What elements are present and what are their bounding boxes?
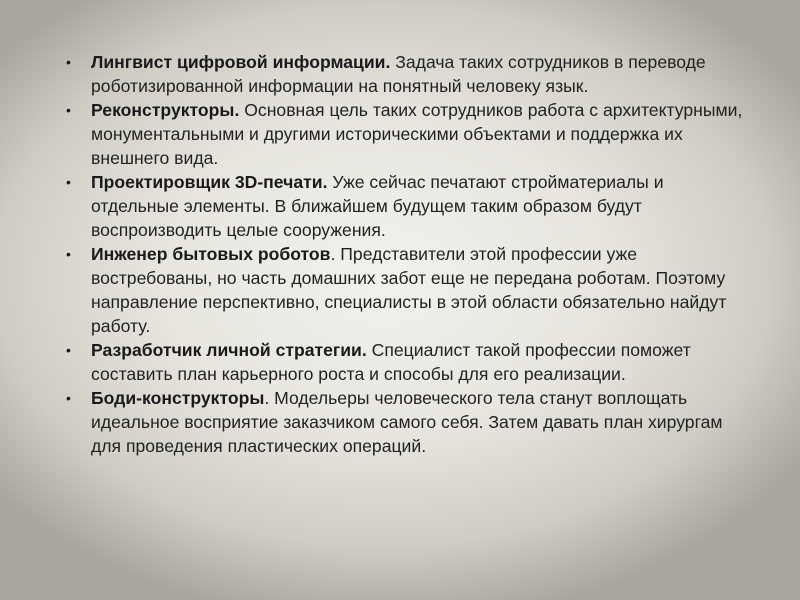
item-text: . Представители этой профессии уже востребованы, но часть домашних забот еще не передана роботам. Поэтому направление перспективно, специалисты в этой области обязательно найдут работу. xyxy=(91,244,727,336)
item-title: Проектировщик 3D-печати. xyxy=(91,172,328,192)
list-item-reconstructors xyxy=(66,98,746,170)
item-text: Основная цель таких сотрудников работа с архитектурными, монументальными и другими историческими объектами и поддержка их внешнего вида. xyxy=(91,100,743,168)
bullet-icon: • xyxy=(66,102,71,118)
list-item-3d-print-designer xyxy=(66,170,746,242)
item-title: Разработчик личной стратегии. xyxy=(91,340,367,360)
item-text: Специалист такой профессии поможет составить план карьерного роста и способы для его реализации. xyxy=(91,340,691,384)
bullet-icon: • xyxy=(66,54,71,70)
item-text: Задача таких сотрудников в переводе роботизированной информации на понятный человеку язык. xyxy=(91,52,706,96)
bullet-icon: • xyxy=(66,174,71,190)
item-text: . Модельеры человеческого тела станут воплощать идеальное восприятие заказчиком самого себя. Затем давать план хирургам для проведения пластических операций. xyxy=(91,388,723,456)
item-title: Инженер бытовых роботов xyxy=(91,244,331,264)
item-title: Боди-конструкторы xyxy=(91,388,265,408)
bullet-icon: • xyxy=(66,390,71,406)
list-item-robot-engineer xyxy=(66,242,746,338)
item-text: Уже сейчас печатают стройматериалы и отдельные элементы. В ближайшем будущем таким образом будут воспроизводить целые сооружения. xyxy=(91,172,664,240)
list-item-linguist xyxy=(66,50,746,98)
list-item-body-constructors xyxy=(66,386,746,458)
professions-list xyxy=(66,50,746,458)
bullet-icon: • xyxy=(66,246,71,262)
bullet-icon: • xyxy=(66,342,71,358)
list-item-strategy-developer xyxy=(66,338,746,386)
slide-content xyxy=(66,50,746,458)
item-title: Реконструкторы. xyxy=(91,100,240,120)
item-title: Лингвист цифровой информации. xyxy=(91,52,391,72)
